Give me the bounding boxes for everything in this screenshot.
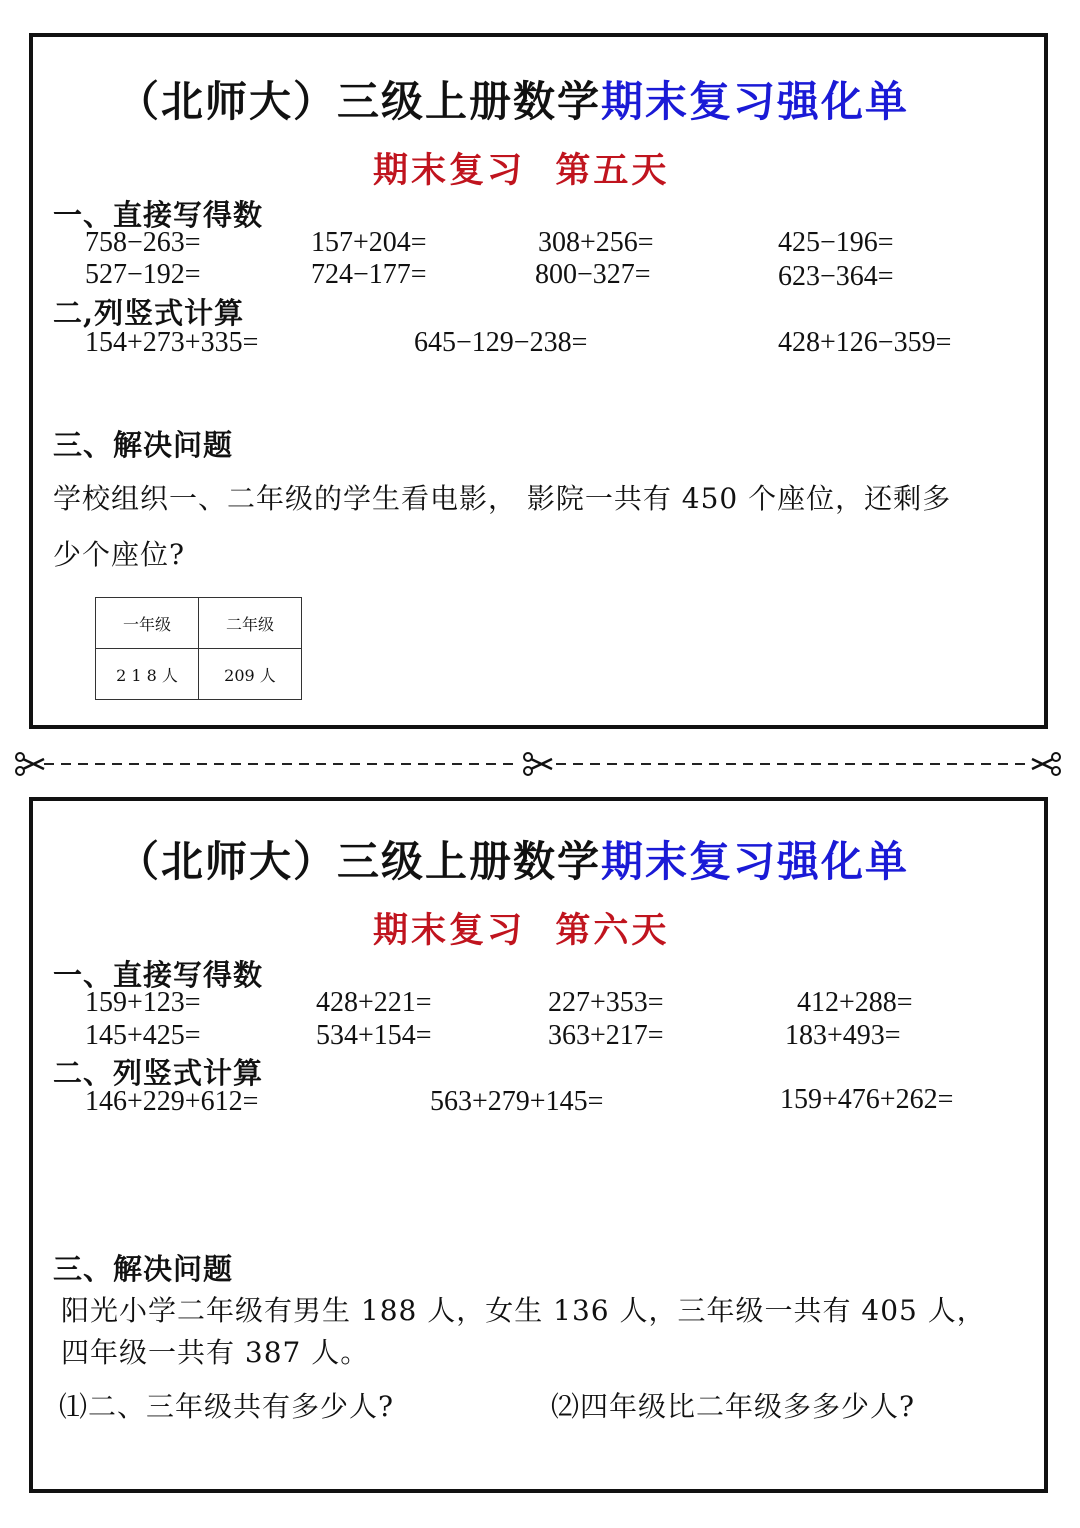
worksheet-title bbox=[117, 69, 909, 129]
title-highlight: 期末复习强化单 bbox=[601, 77, 910, 126]
title-main: （北师大）三级上册数学 bbox=[117, 77, 602, 126]
table-header: 二年级 bbox=[199, 598, 302, 649]
problem-text-line2: 四年级一共有 387 人。 bbox=[61, 1336, 370, 1369]
equation: 425−196= bbox=[778, 227, 894, 258]
equation: 412+288= bbox=[797, 987, 913, 1018]
equation: 157+204= bbox=[311, 227, 427, 258]
equation: 645−129−238= bbox=[414, 327, 588, 358]
worksheet-day6 bbox=[29, 797, 1048, 1493]
question-1: ⑴二、三年级共有多少人? bbox=[59, 1390, 395, 1423]
worksheet-title bbox=[117, 829, 909, 889]
question-2: ⑵四年级比二年级多多少人? bbox=[551, 1390, 916, 1423]
equation: 800−327= bbox=[535, 259, 651, 290]
section-mental-math: 一、直接写得数 bbox=[53, 198, 264, 232]
scissors-icon bbox=[524, 753, 552, 775]
table-row bbox=[96, 649, 302, 700]
equation: 428+221= bbox=[316, 987, 432, 1018]
equation: 527−192= bbox=[85, 259, 201, 290]
table-header: 一年级 bbox=[96, 598, 199, 649]
cut-line bbox=[0, 750, 1080, 778]
equation: 145+425= bbox=[85, 1020, 201, 1051]
table-cell: 209 人 bbox=[199, 649, 302, 700]
title-highlight: 期末复习强化单 bbox=[601, 837, 910, 886]
day-subtitle: 期末复习 第五天 bbox=[373, 150, 670, 191]
equation: 154+273+335= bbox=[85, 327, 259, 358]
table-cell: 2 1 8 人 bbox=[96, 649, 199, 700]
equation: 534+154= bbox=[316, 1020, 432, 1051]
equation: 758−263= bbox=[85, 227, 201, 258]
equation: 308+256= bbox=[538, 227, 654, 258]
equation: 724−177= bbox=[311, 259, 427, 290]
equation: 227+353= bbox=[548, 987, 664, 1018]
equation: 623−364= bbox=[778, 261, 894, 292]
equation: 159+123= bbox=[85, 987, 201, 1018]
equation: 563+279+145= bbox=[430, 1086, 604, 1117]
worksheet-day5 bbox=[29, 33, 1048, 729]
problem-text-line1: 阳光小学二年级有男生 188 人，女生 136 人，三年级一共有 405 人， bbox=[61, 1294, 986, 1327]
section-vertical-calc: 二、列竖式计算 bbox=[53, 1056, 264, 1090]
title-main: （北师大）三级上册数学 bbox=[117, 837, 602, 886]
day-subtitle: 期末复习 第六天 bbox=[373, 910, 670, 951]
table-row bbox=[96, 598, 302, 649]
equation: 146+229+612= bbox=[85, 1086, 259, 1117]
scissors-icon bbox=[16, 753, 44, 775]
equation: 183+493= bbox=[785, 1020, 901, 1051]
section-vertical-calc: 二,列竖式计算 bbox=[53, 296, 245, 330]
section-problem-solving: 三、解决问题 bbox=[53, 428, 234, 462]
scissors-icon bbox=[1032, 753, 1060, 775]
equation: 428+126−359= bbox=[778, 327, 952, 358]
equation: 159+476+262= bbox=[780, 1084, 954, 1115]
students-table bbox=[95, 597, 302, 700]
problem-text-line2: 少个座位? bbox=[53, 538, 186, 571]
section-mental-math: 一、直接写得数 bbox=[53, 958, 264, 992]
problem-text-line1: 学校组织一、二年级的学生看电影， 影院一共有 450 个座位，还剩多 bbox=[53, 482, 952, 515]
equation: 363+217= bbox=[548, 1020, 664, 1051]
section-problem-solving: 三、解决问题 bbox=[53, 1252, 234, 1286]
